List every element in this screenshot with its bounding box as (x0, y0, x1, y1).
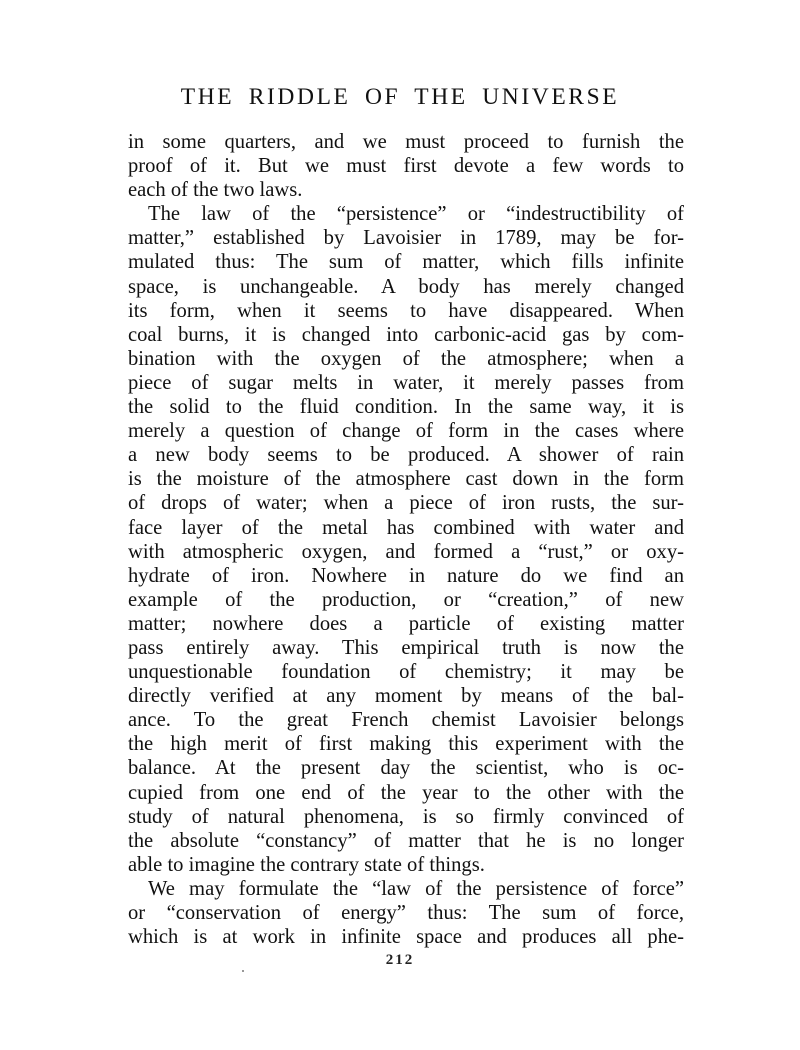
body-text (128, 130, 684, 949)
text-line: study of natural phenomena, is so firmly convinced of (128, 805, 684, 828)
text-line: We may formulate the “law of the persistence of force” (148, 877, 684, 900)
ink-speck (242, 970, 244, 972)
text-line: mulated thus: The sum of matter, which fills infinite (128, 251, 684, 274)
text-line: merely a question of change of form in the cases where (128, 420, 684, 443)
text-line: of drops of water; when a piece of iron rusts, the sur- (128, 492, 684, 515)
text-line: matter,” established by Lavoisier in 1789, may be for- (128, 227, 684, 250)
text-line: able to imagine the contrary state of things. (128, 853, 485, 876)
text-line: the absolute “constancy” of matter that he is no longer (128, 829, 684, 852)
text-line: or “conservation of energy” thus: The sum of force, (128, 902, 684, 924)
text-line: its form, when it seems to have disappeared. When (128, 299, 684, 322)
text-line: balance. At the present day the scientist, who is oc- (128, 757, 684, 780)
text-line: bination with the oxygen of the atmosphere; when a (128, 347, 684, 370)
text-line: space, is unchangeable. A body has merely changed (128, 275, 684, 298)
text-line: a new body seems to be produced. A shower of rain (128, 444, 684, 467)
text-line: is the moisture of the atmosphere cast down in the form (128, 468, 684, 491)
text-line: The law of the “persistence” or “indestructibility of (148, 203, 684, 226)
text-line: with atmospheric oxygen, and formed a “rust,” or oxy- (128, 540, 684, 563)
page-number: 212 (385, 952, 415, 968)
text-line: directly verified at any moment by means of the bal- (128, 685, 684, 708)
running-head: THE RIDDLE OF THE UNIVERSE (180, 84, 620, 110)
text-line: in some quarters, and we must proceed to furnish the (128, 131, 684, 153)
text-line: each of the two laws. (128, 179, 303, 202)
text-line: proof of it. But we must first devote a few words to (128, 155, 684, 178)
text-line: example of the production, or “creation,” of new (128, 588, 684, 611)
text-line: matter; nowhere does a particle of existing matter (128, 612, 684, 635)
text-line: unquestionable foundation of chemistry; it may be (128, 661, 684, 684)
text-line: which is at work in infinite space and produces all phe- (128, 926, 684, 949)
text-line: piece of sugar melts in water, it merely passes from (128, 371, 684, 394)
text-line: the high merit of first making this experiment with the (128, 733, 684, 756)
text-line: ance. To the great French chemist Lavoisier belongs (128, 709, 684, 732)
text-line: the solid to the fluid condition. In the same way, it is (128, 396, 684, 419)
text-line: coal burns, it is changed into carbonic-acid gas by com- (128, 323, 684, 346)
text-line: cupied from one end of the year to the other with the (128, 781, 684, 804)
text-line: face layer of the metal has combined with water and (128, 516, 684, 539)
text-line: pass entirely away. This empirical truth is now the (128, 636, 684, 659)
text-line: hydrate of iron. Nowhere in nature do we find an (128, 564, 684, 587)
